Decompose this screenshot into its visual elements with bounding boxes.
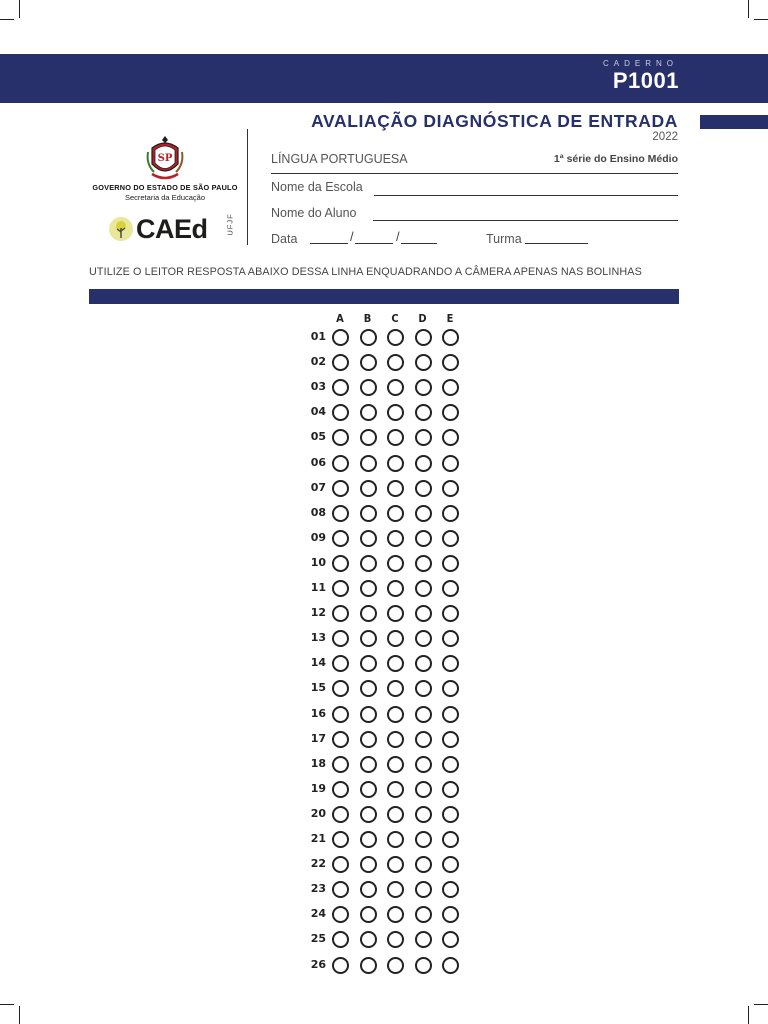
bubble-15-d[interactable]	[415, 680, 432, 697]
bubble-10-a[interactable]	[332, 555, 349, 572]
question-number: 14	[310, 656, 326, 670]
bubble-15-a[interactable]	[332, 680, 349, 697]
question-number: 21	[310, 832, 326, 845]
bubble-26-e[interactable]	[442, 957, 459, 974]
bubble-19-b[interactable]	[360, 781, 377, 798]
bubble-06-d[interactable]	[415, 455, 432, 472]
ufjf-label: UFJF	[225, 213, 235, 236]
bubble-02-e[interactable]	[442, 354, 459, 371]
bubble-07-c[interactable]	[387, 480, 404, 497]
bubble-23-b[interactable]	[360, 881, 377, 898]
question-number: 05	[310, 430, 326, 444]
instruction-bar	[89, 289, 679, 304]
bubble-09-c[interactable]	[387, 530, 404, 547]
bubble-22-a[interactable]	[332, 856, 349, 873]
bubble-26-c[interactable]	[387, 957, 404, 974]
bubble-05-e[interactable]	[442, 429, 459, 446]
bubble-17-e[interactable]	[442, 731, 459, 748]
bubble-23-e[interactable]	[442, 881, 459, 898]
bubble-25-e[interactable]	[442, 931, 459, 948]
bubble-13-d[interactable]	[415, 630, 432, 647]
caed-logo-text: CAEd	[136, 214, 208, 244]
bubble-18-b[interactable]	[360, 756, 377, 773]
bubble-20-b[interactable]	[360, 806, 377, 823]
bubble-17-d[interactable]	[415, 731, 432, 748]
bubble-03-b[interactable]	[360, 379, 377, 396]
bubble-20-c[interactable]	[387, 806, 404, 823]
bubble-20-e[interactable]	[442, 806, 459, 823]
bubble-13-b[interactable]	[360, 630, 377, 647]
bubble-26-d[interactable]	[415, 957, 432, 974]
bubble-15-c[interactable]	[387, 680, 404, 697]
bubble-01-c[interactable]	[387, 329, 404, 346]
question-number: 26	[310, 957, 326, 971]
question-number: 19	[310, 781, 326, 795]
question-number: 04	[310, 405, 326, 419]
question-number: 01	[310, 330, 326, 343]
bubble-14-d[interactable]	[415, 655, 432, 672]
bubble-24-c[interactable]	[387, 906, 404, 923]
question-number: 24	[310, 907, 326, 921]
subject-label: LÍNGUA PORTUGUESA	[271, 152, 408, 166]
question-number: 07	[310, 480, 326, 494]
student-name-label: Nome do Aluno	[271, 206, 357, 220]
bubble-10-c[interactable]	[387, 555, 404, 572]
bubble-14-e[interactable]	[442, 655, 459, 672]
question-number: 13	[310, 631, 326, 645]
secretariat-name: Secretaria da Educação	[124, 193, 206, 202]
bubble-02-d[interactable]	[415, 354, 432, 371]
bubble-09-d[interactable]	[415, 530, 432, 547]
bubble-09-a[interactable]	[332, 530, 349, 547]
date-label: Data	[271, 232, 298, 246]
bubble-02-b[interactable]	[360, 354, 377, 371]
bubble-19-a[interactable]	[332, 781, 349, 798]
date-separator-2: /	[396, 229, 400, 244]
bubble-06-a[interactable]	[332, 455, 349, 472]
question-number: 23	[310, 882, 326, 896]
option-header-e: E	[446, 312, 454, 325]
bubble-25-c[interactable]	[387, 931, 404, 948]
bubble-10-e[interactable]	[442, 555, 459, 572]
bubble-15-e[interactable]	[442, 680, 459, 697]
caderno-label: CADERNO	[602, 59, 678, 68]
bubble-04-e[interactable]	[442, 404, 459, 421]
side-tab	[700, 115, 768, 129]
bubble-12-b[interactable]	[360, 605, 377, 622]
bubble-16-d[interactable]	[415, 706, 432, 723]
date-separator-1: /	[350, 229, 354, 244]
bubble-24-b[interactable]	[360, 906, 377, 923]
class-label: Turma	[486, 232, 522, 246]
bubble-09-b[interactable]	[360, 530, 377, 547]
option-header-c: C	[391, 312, 399, 325]
bubble-08-d[interactable]	[415, 505, 432, 522]
question-number: 16	[310, 706, 326, 720]
question-number: 09	[310, 530, 326, 544]
bubble-21-a[interactable]	[332, 831, 349, 848]
option-header-a: A	[336, 312, 344, 325]
bubble-08-c[interactable]	[387, 505, 404, 522]
bubble-23-d[interactable]	[415, 881, 432, 898]
bubble-03-d[interactable]	[415, 379, 432, 396]
seal-letters: SP	[157, 153, 173, 164]
vertical-divider	[247, 129, 248, 245]
bubble-26-a[interactable]	[332, 957, 349, 974]
bubble-15-b[interactable]	[360, 680, 377, 697]
bubble-01-b[interactable]	[360, 329, 377, 346]
bubble-23-a[interactable]	[332, 881, 349, 898]
exam-year: 2022	[652, 131, 678, 143]
bubble-21-b[interactable]	[360, 831, 377, 848]
question-number: 25	[310, 932, 326, 946]
option-header-d: D	[418, 312, 427, 325]
bubble-24-a[interactable]	[332, 906, 349, 923]
bubble-22-e[interactable]	[442, 856, 459, 873]
bubble-21-d[interactable]	[415, 831, 432, 848]
bubble-14-b[interactable]	[360, 655, 377, 672]
question-number: 17	[310, 731, 326, 745]
bubble-08-b[interactable]	[360, 505, 377, 522]
crop-mark-bottom-right-h	[754, 1004, 768, 1005]
sao-paulo-seal-icon	[144, 134, 186, 182]
bubble-08-e[interactable]	[442, 505, 459, 522]
question-number: 18	[310, 756, 326, 770]
bubble-02-c[interactable]	[387, 354, 404, 371]
bubble-25-d[interactable]	[415, 931, 432, 948]
bubble-10-d[interactable]	[415, 555, 432, 572]
bubble-08-a[interactable]	[332, 505, 349, 522]
date-year-field[interactable]	[401, 243, 437, 244]
bubble-18-d[interactable]	[415, 756, 432, 773]
bubble-23-c[interactable]	[387, 881, 404, 898]
bubble-04-b[interactable]	[360, 404, 377, 421]
bubble-22-b[interactable]	[360, 856, 377, 873]
bubble-13-c[interactable]	[387, 630, 404, 647]
bubble-11-a[interactable]	[332, 580, 349, 597]
bubble-24-d[interactable]	[415, 906, 432, 923]
bubble-10-b[interactable]	[360, 555, 377, 572]
bubble-03-c[interactable]	[387, 379, 404, 396]
bubble-12-e[interactable]	[442, 605, 459, 622]
question-number: 02	[310, 355, 326, 369]
bubble-06-c[interactable]	[387, 455, 404, 472]
bubble-11-c[interactable]	[387, 580, 404, 597]
bubble-11-d[interactable]	[415, 580, 432, 597]
bubble-13-e[interactable]	[442, 630, 459, 647]
bubble-19-e[interactable]	[442, 781, 459, 798]
bubble-14-c[interactable]	[387, 655, 404, 672]
bubble-12-d[interactable]	[415, 605, 432, 622]
bubble-07-a[interactable]	[332, 480, 349, 497]
answer-grid	[300, 312, 480, 982]
bubble-11-e[interactable]	[442, 580, 459, 597]
question-number: 22	[310, 857, 326, 871]
question-number: 15	[310, 681, 326, 695]
bubble-16-a[interactable]	[332, 706, 349, 723]
bubble-06-b[interactable]	[360, 455, 377, 472]
crop-mark-bottom-left-v	[19, 1006, 20, 1024]
bubble-05-d[interactable]	[415, 429, 432, 446]
question-number: 10	[310, 555, 326, 569]
bubble-03-e[interactable]	[442, 379, 459, 396]
bubble-18-e[interactable]	[442, 756, 459, 773]
date-month-field[interactable]	[355, 243, 393, 244]
bubble-07-d[interactable]	[415, 480, 432, 497]
grade-label: 1ª série do Ensino Médio	[553, 153, 678, 165]
bubble-12-a[interactable]	[332, 605, 349, 622]
bubble-17-b[interactable]	[360, 731, 377, 748]
bubble-20-a[interactable]	[332, 806, 349, 823]
government-name: GOVERNO DO ESTADO DE SÃO PAULO	[92, 183, 238, 192]
page-title: AVALIAÇÃO DIAGNÓSTICA DE ENTRADA	[311, 111, 678, 131]
bubble-14-a[interactable]	[332, 655, 349, 672]
bubble-01-d[interactable]	[415, 329, 432, 346]
bubble-06-e[interactable]	[442, 455, 459, 472]
bubble-11-b[interactable]	[360, 580, 377, 597]
school-name-label: Nome da Escola	[271, 180, 363, 194]
bubble-21-e[interactable]	[442, 831, 459, 848]
bubble-05-a[interactable]	[332, 429, 349, 446]
question-number: 08	[310, 505, 326, 519]
bubble-25-a[interactable]	[332, 931, 349, 948]
crop-mark-top-left-h	[0, 19, 14, 20]
bubble-22-d[interactable]	[415, 856, 432, 873]
question-number: 20	[310, 806, 326, 820]
date-day-field[interactable]	[310, 243, 348, 244]
bubble-16-e[interactable]	[442, 706, 459, 723]
bubble-16-c[interactable]	[387, 706, 404, 723]
crop-mark-bottom-right-v	[748, 1006, 749, 1024]
bubble-24-e[interactable]	[442, 906, 459, 923]
bubble-01-a[interactable]	[332, 329, 349, 346]
bubble-07-b[interactable]	[360, 480, 377, 497]
crop-mark-top-right-v	[748, 0, 749, 18]
bubble-09-e[interactable]	[442, 530, 459, 547]
bubble-22-c[interactable]	[387, 856, 404, 873]
question-number: 12	[310, 606, 326, 620]
bubble-03-a[interactable]	[332, 379, 349, 396]
bubble-17-a[interactable]	[332, 731, 349, 748]
bubble-12-c[interactable]	[387, 605, 404, 622]
bubble-18-a[interactable]	[332, 756, 349, 773]
question-number: 03	[310, 380, 326, 394]
bubble-07-e[interactable]	[442, 480, 459, 497]
question-number: 11	[310, 581, 326, 594]
bubble-13-a[interactable]	[332, 630, 349, 647]
bubble-02-a[interactable]	[332, 354, 349, 371]
bubble-25-b[interactable]	[360, 931, 377, 948]
bubble-04-d[interactable]	[415, 404, 432, 421]
reader-instruction: UTILIZE O LEITOR RESPOSTA ABAIXO DESSA LINHA ENQUADRANDO A CÂMERA APENAS NAS BOLINHAS	[89, 266, 642, 278]
bubble-20-d[interactable]	[415, 806, 432, 823]
question-number: 06	[310, 455, 326, 469]
bubble-18-c[interactable]	[387, 756, 404, 773]
bubble-19-d[interactable]	[415, 781, 432, 798]
subject-rule	[271, 173, 678, 174]
class-field[interactable]	[525, 243, 588, 244]
bubble-05-c[interactable]	[387, 429, 404, 446]
logo-block	[84, 134, 246, 246]
bubble-01-e[interactable]	[442, 329, 459, 346]
bubble-04-a[interactable]	[332, 404, 349, 421]
option-header-b: B	[363, 312, 372, 325]
crop-mark-top-left-v	[19, 0, 20, 18]
crop-mark-top-right-h	[754, 19, 768, 20]
school-name-field[interactable]	[374, 195, 678, 196]
bubble-26-b[interactable]	[360, 957, 377, 974]
bubble-16-b[interactable]	[360, 706, 377, 723]
caed-tree-icon	[108, 216, 134, 242]
crop-mark-bottom-left-h	[0, 1004, 14, 1005]
bubble-21-c[interactable]	[387, 831, 404, 848]
bubble-19-c[interactable]	[387, 781, 404, 798]
student-name-field[interactable]	[373, 220, 678, 221]
bubble-05-b[interactable]	[360, 429, 377, 446]
bubble-17-c[interactable]	[387, 731, 404, 748]
bubble-04-c[interactable]	[387, 404, 404, 421]
caderno-code: P1001	[612, 68, 679, 93]
